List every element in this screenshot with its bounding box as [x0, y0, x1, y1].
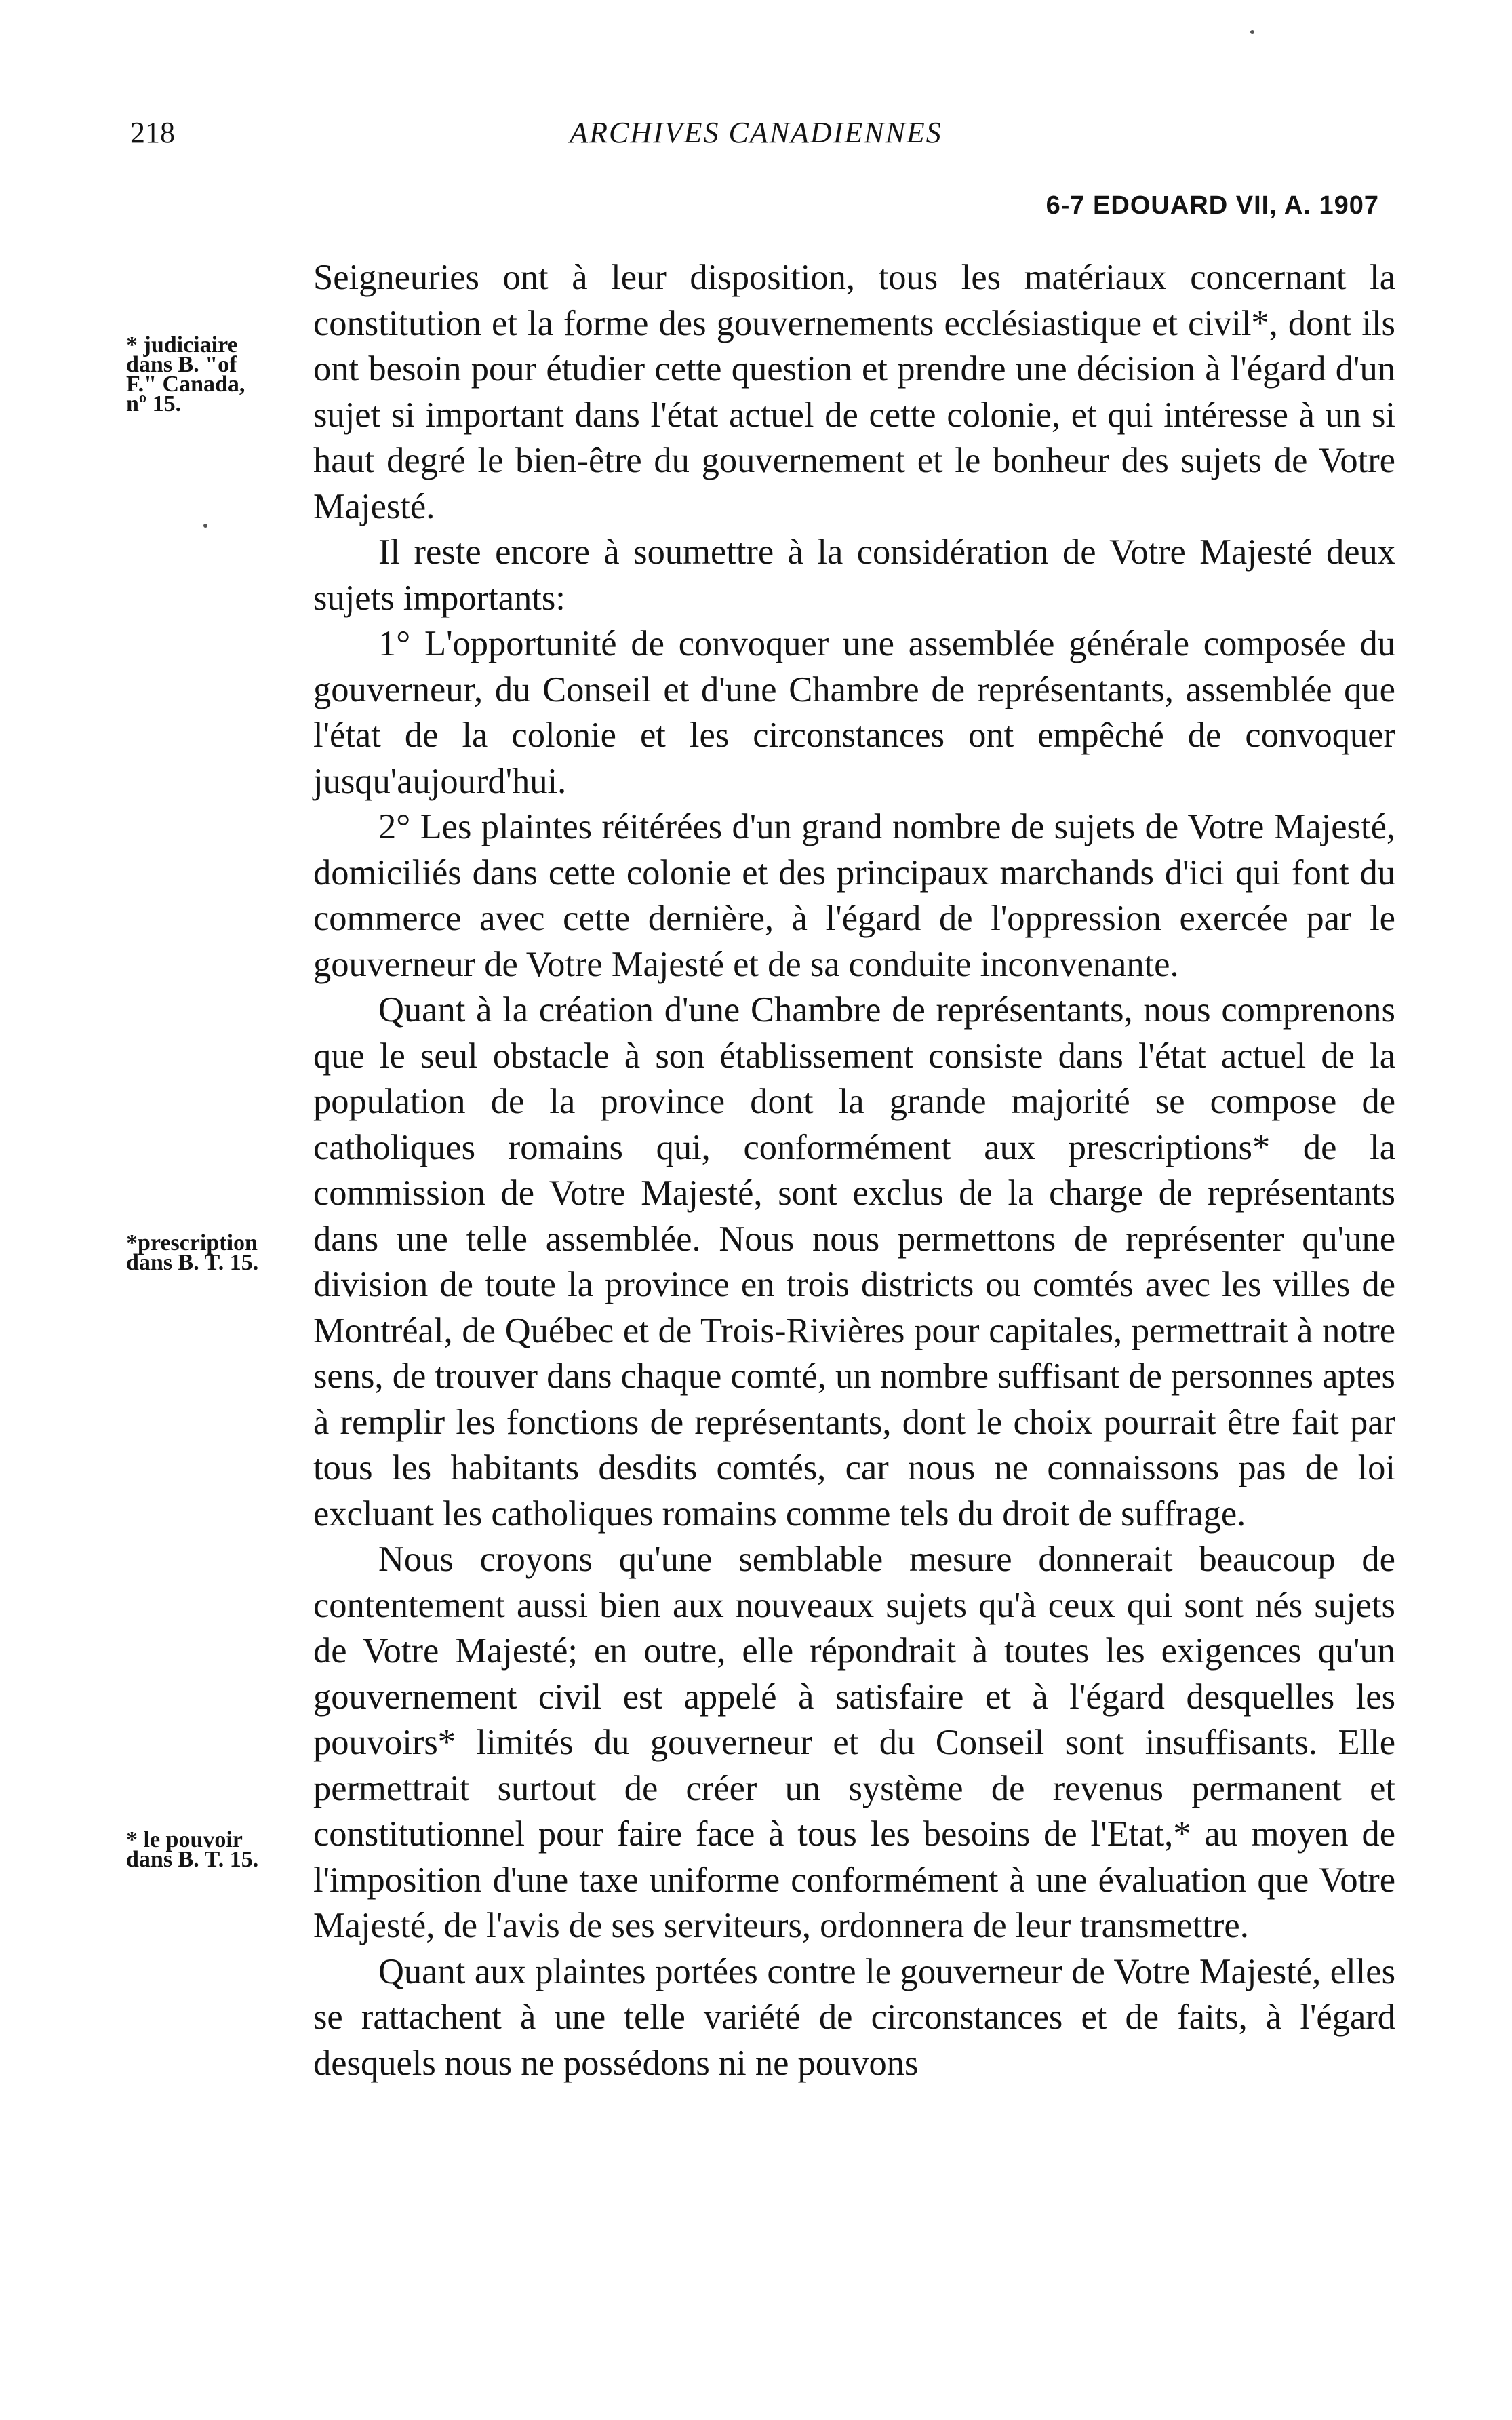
- margin-note-line: *prescription: [126, 1230, 258, 1255]
- paragraph: Nous croyons qu'une semblable mesure donnerait beaucoup de contentement aussi bien aux nouveaux sujets qu'à ceux qui sont nés sujets de Votre Majesté; en outre, elle répondrait à toutes les exigences qu'un gouvernement civil est appelé à satisfaire et à l'égard desquelles les pouvoirs* limités du gouverneur et du Conseil sont insuffisants. Elle permettrait surtout de créer un système de revenus permanent et constitutionnel pour faire face à tous les besoins de l'Etat,* au moyen de l'imposition d'une taxe uniforme conformément à une évaluation que Votre Majesté, de l'avis de ses serviteurs, ordonnera de leur transmettre.: [313, 1540, 1395, 1945]
- margin-note-line: * le pouvoir: [126, 1827, 243, 1852]
- margin-note-line: dans B. T. 15.: [126, 1250, 259, 1275]
- scan-speck: [203, 524, 207, 528]
- page-number: 218: [130, 116, 175, 149]
- margin-note-line: dans B. T. 15.: [126, 1847, 259, 1872]
- paragraph: 2° Les plaintes réitérées d'un grand nombre de sujets de Votre Majesté, domiciliés dans cette colonie et des principaux marchands d'ici qui font du commerce avec cette dernière, à l'égard de l'oppression exercée par le gouverneur de Votre Majesté et de sa conduite inconvenante.: [313, 807, 1395, 984]
- paragraph: Il reste encore à soumettre à la considération de Votre Majesté deux sujets importants:: [313, 532, 1395, 618]
- paragraph: Seigneuries ont à leur disposition, tous les matériaux concernant la constitution et la forme des gouvernements ecclésiastique et civil*, dont ils ont besoin pour étudier cette question et prendre une décision à l'égard d'un sujet si important dans l'état actuel de cette colonie, et qui intéresse à un si haut degré le bien-être du gouvernement et le bonheur des sujets de Votre Majesté.: [313, 258, 1395, 526]
- margin-note-judiciaire: [126, 332, 302, 416]
- paragraph: 1° L'opportunité de convoquer une assemblée générale composée du gouverneur, du Conseil et d'une Chambre de représentants, assemblée que l'état de la colonie et les circonstances ont empêché de convoquer jusqu'aujourd'hui.: [313, 624, 1395, 801]
- paragraph: Quant aux plaintes portées contre le gouverneur de Votre Majesté, elles se rattachent à une telle variété de circonstances et de faits, à l'égard desquels nous ne possédons ni ne pouvons: [313, 1951, 1395, 2083]
- margin-note-line: nº 15.: [126, 391, 182, 416]
- margin-note-prescription: [126, 1230, 302, 1275]
- scan-speck: [1250, 30, 1254, 34]
- margin-note-line: F." Canada,: [126, 372, 245, 397]
- session-reference: 6-7 EDOUARD VII, A. 1907: [1046, 191, 1379, 220]
- paragraph: Quant à la création d'une Chambre de représentants, nous comprenons que le seul obstacle à son établissement consiste dans l'état actuel de la population de la province dont la grande majorité se compose de catholiques romains qui, conformément aux prescriptions* de la commission de Votre Majesté, sont exclus de la charge de représentants dans une telle assemblée. Nous nous permettons de représenter qu'une division de toute la province en trois districts ou comtés avec les villes de Montréal, de Québec et de Trois-Rivières pour capitales, permettrait à notre sens, de trouver dans chaque comté, un nombre suffisant de personnes aptes à remplir les fonctions de représentants, dont le choix pourrait être fait par tous les habitants desdits comtés, car nous ne connaissons pas de loi excluant les catholiques romains comme tels du droit de suffrage.: [313, 990, 1395, 1534]
- body-text: [313, 255, 1395, 2086]
- margin-note-line: * judiciaire: [126, 332, 238, 357]
- running-title: ARCHIVES CANADIENNES: [570, 116, 942, 149]
- margin-note-pouvoir: [126, 1827, 302, 1872]
- margin-note-line: dans B. "of: [126, 352, 237, 377]
